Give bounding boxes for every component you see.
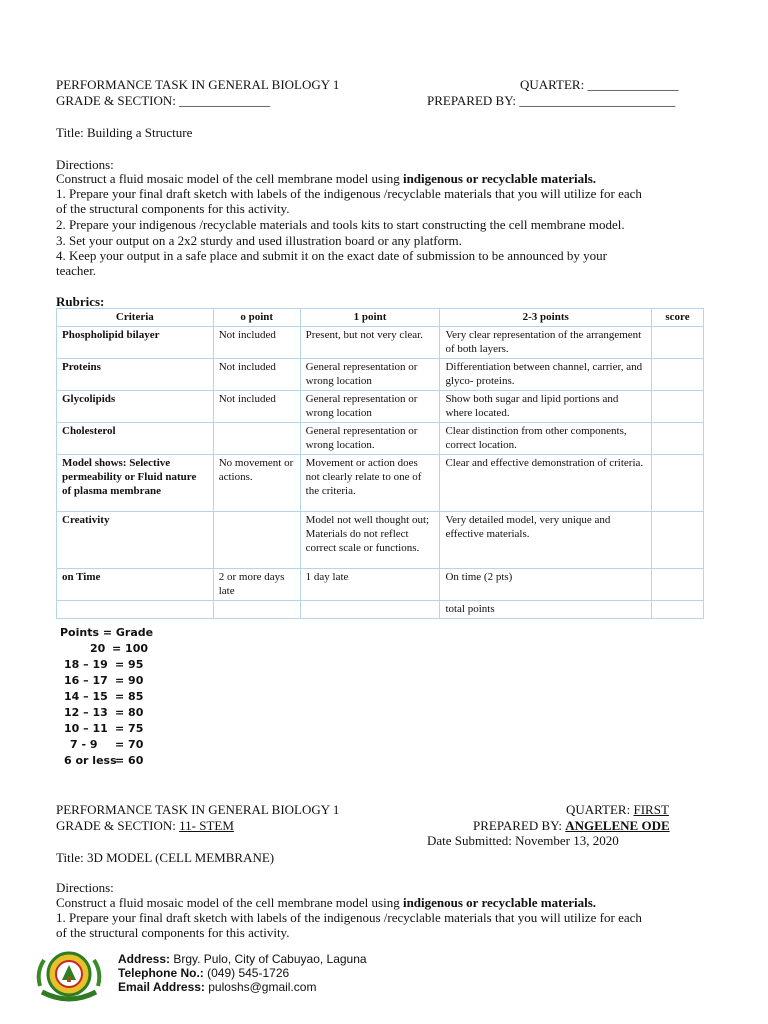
prepared-by-field: PREPARED BY: ________________________ [427, 93, 676, 108]
quarter-field-2: QUARTER: FIRST [566, 802, 669, 817]
header-1-point: 1 point [300, 309, 440, 327]
criteria-cell: Creativity [57, 512, 214, 569]
quarter-field: QUARTER: ______________ [520, 77, 679, 92]
prepared-by-field-2: PREPARED BY: ANGELENE ODE [473, 818, 670, 833]
telephone-line: Telephone No.: (049) 545-1726 [118, 966, 290, 980]
directions-intro: Construct a fluid mosaic model of the cell membrane model using indigenous or recyclable materials. [56, 171, 597, 186]
task-title: Title: Building a Structure [56, 125, 193, 140]
rubrics-header-row [57, 309, 704, 327]
school-seal-icon [34, 946, 104, 1002]
grading-header: Points = Grade [60, 626, 154, 639]
score-cell [652, 455, 704, 512]
grade-row: 10 – 11 = 75 [64, 722, 144, 735]
grade-section-field: GRADE & SECTION: ______________ [56, 93, 271, 108]
directions-label: Directions: [56, 157, 114, 172]
table-row [57, 423, 704, 455]
table-row [57, 359, 704, 391]
criteria-cell: Glycolipids [57, 391, 214, 423]
table-row [57, 455, 704, 512]
grade-row: 20 = 100 [90, 642, 149, 655]
table-cell: Model not well thought out; Materials do not reflect correct scale or functions. [300, 512, 440, 569]
table-cell: Very detailed model, very unique and effective materials. [440, 512, 652, 569]
grade-section-field-2: GRADE & SECTION: 11- STEM [56, 818, 234, 833]
table-cell: Show both sugar and lipid portions and where located. [440, 391, 652, 423]
table-cell: Not included [213, 327, 300, 359]
grade-row: 14 – 15 = 85 [64, 690, 144, 703]
table-row [57, 601, 704, 619]
table-row [57, 512, 704, 569]
school-contact [118, 952, 367, 994]
table-cell [57, 601, 214, 619]
directions-label-2: Directions: [56, 880, 114, 895]
score-cell [652, 569, 704, 601]
score-cell [652, 512, 704, 569]
address-line: Address: Brgy. Pulo, City of Cabuyao, Laguna [118, 952, 367, 966]
direction-4: 4. Keep your output in a safe place and submit it on the exact date of submission to be announced by your [56, 248, 607, 263]
table-row [57, 569, 704, 601]
grade-row: 6 or less = 60 [64, 754, 144, 767]
table-cell: Very clear representation of the arrangement of both layers. [440, 327, 652, 359]
header-score: score [652, 309, 704, 327]
criteria-cell: Cholesterol [57, 423, 214, 455]
header-criteria: Criteria [57, 309, 214, 327]
table-cell: 1 day late [300, 569, 440, 601]
grade-row: 16 – 17 = 90 [64, 674, 144, 687]
direction-2: 2. Prepare your indigenous /recyclable materials and tools kits to start constructing the cell membrane model. [56, 217, 625, 232]
score-cell [652, 391, 704, 423]
rubrics-label: Rubrics: [56, 294, 105, 309]
score-cell [652, 423, 704, 455]
direction-3: 3. Set your output on a 2x2 sturdy and used illustration board or any platform. [56, 233, 462, 248]
table-cell: No movement or actions. [213, 455, 300, 512]
criteria-cell: Phospholipid bilayer [57, 327, 214, 359]
table-cell: Not included [213, 391, 300, 423]
table-cell [213, 423, 300, 455]
task-title-2: Title: 3D MODEL (CELL MEMBRANE) [56, 850, 275, 865]
table-cell: Clear and effective demonstration of criteria. [440, 455, 652, 512]
score-cell [652, 359, 704, 391]
table-cell: On time (2 pts) [440, 569, 652, 601]
criteria-cell: Proteins [57, 359, 214, 391]
grade-row: 7 - 9 = 70 [70, 738, 144, 751]
table-cell: Clear distinction from other components, correct location. [440, 423, 652, 455]
grading-scale [56, 625, 176, 769]
table-row [57, 391, 704, 423]
table-cell: Movement or action does not clearly relate to one of the criteria. [300, 455, 440, 512]
directions-intro-2: Construct a fluid mosaic model of the cell membrane model using indigenous or recyclable materials. [56, 895, 597, 910]
direction-1-cont-2: of the structural components for this activity. [56, 925, 290, 940]
direction-1: 1. Prepare your final draft sketch with labels of the indigenous /recyclable materials that you will utilize for each [56, 186, 642, 201]
table-cell [213, 601, 300, 619]
rubrics-table [56, 308, 704, 619]
header-2-3-points: 2-3 points [440, 309, 652, 327]
score-cell [652, 327, 704, 359]
task-heading-2: PERFORMANCE TASK IN GENERAL BIOLOGY 1 [56, 802, 340, 817]
table-cell [300, 601, 440, 619]
table-cell: 2 or more days late [213, 569, 300, 601]
table-cell: General representation or wrong location [300, 391, 440, 423]
table-cell: Not included [213, 359, 300, 391]
table-row [57, 327, 704, 359]
criteria-cell: on Time [57, 569, 214, 601]
table-cell [213, 512, 300, 569]
email-line: Email Address: puloshs@gmail.com [118, 980, 317, 994]
score-cell [652, 601, 704, 619]
header-0-point: o point [213, 309, 300, 327]
task-heading: PERFORMANCE TASK IN GENERAL BIOLOGY 1 [56, 77, 340, 92]
table-cell: General representation or wrong location [300, 359, 440, 391]
table-cell: Present, but not very clear. [300, 327, 440, 359]
criteria-cell: Model shows: Selective permeability or Fluid nature of plasma membrane [57, 455, 214, 512]
table-cell: Differentiation between channel, carrier, and glyco- proteins. [440, 359, 652, 391]
direction-4-cont: teacher. [56, 263, 97, 278]
grade-row: 18 – 19 = 95 [64, 658, 144, 671]
table-cell: General representation or wrong location. [300, 423, 440, 455]
total-points-label: total points [440, 601, 652, 619]
direction-1-cont: of the structural components for this activity. [56, 201, 290, 216]
direction-1-2: 1. Prepare your final draft sketch with labels of the indigenous /recyclable materials that you will utilize for each [56, 910, 642, 925]
date-submitted: Date Submitted: November 13, 2020 [427, 833, 619, 848]
grade-row: 12 – 13 = 80 [64, 706, 144, 719]
